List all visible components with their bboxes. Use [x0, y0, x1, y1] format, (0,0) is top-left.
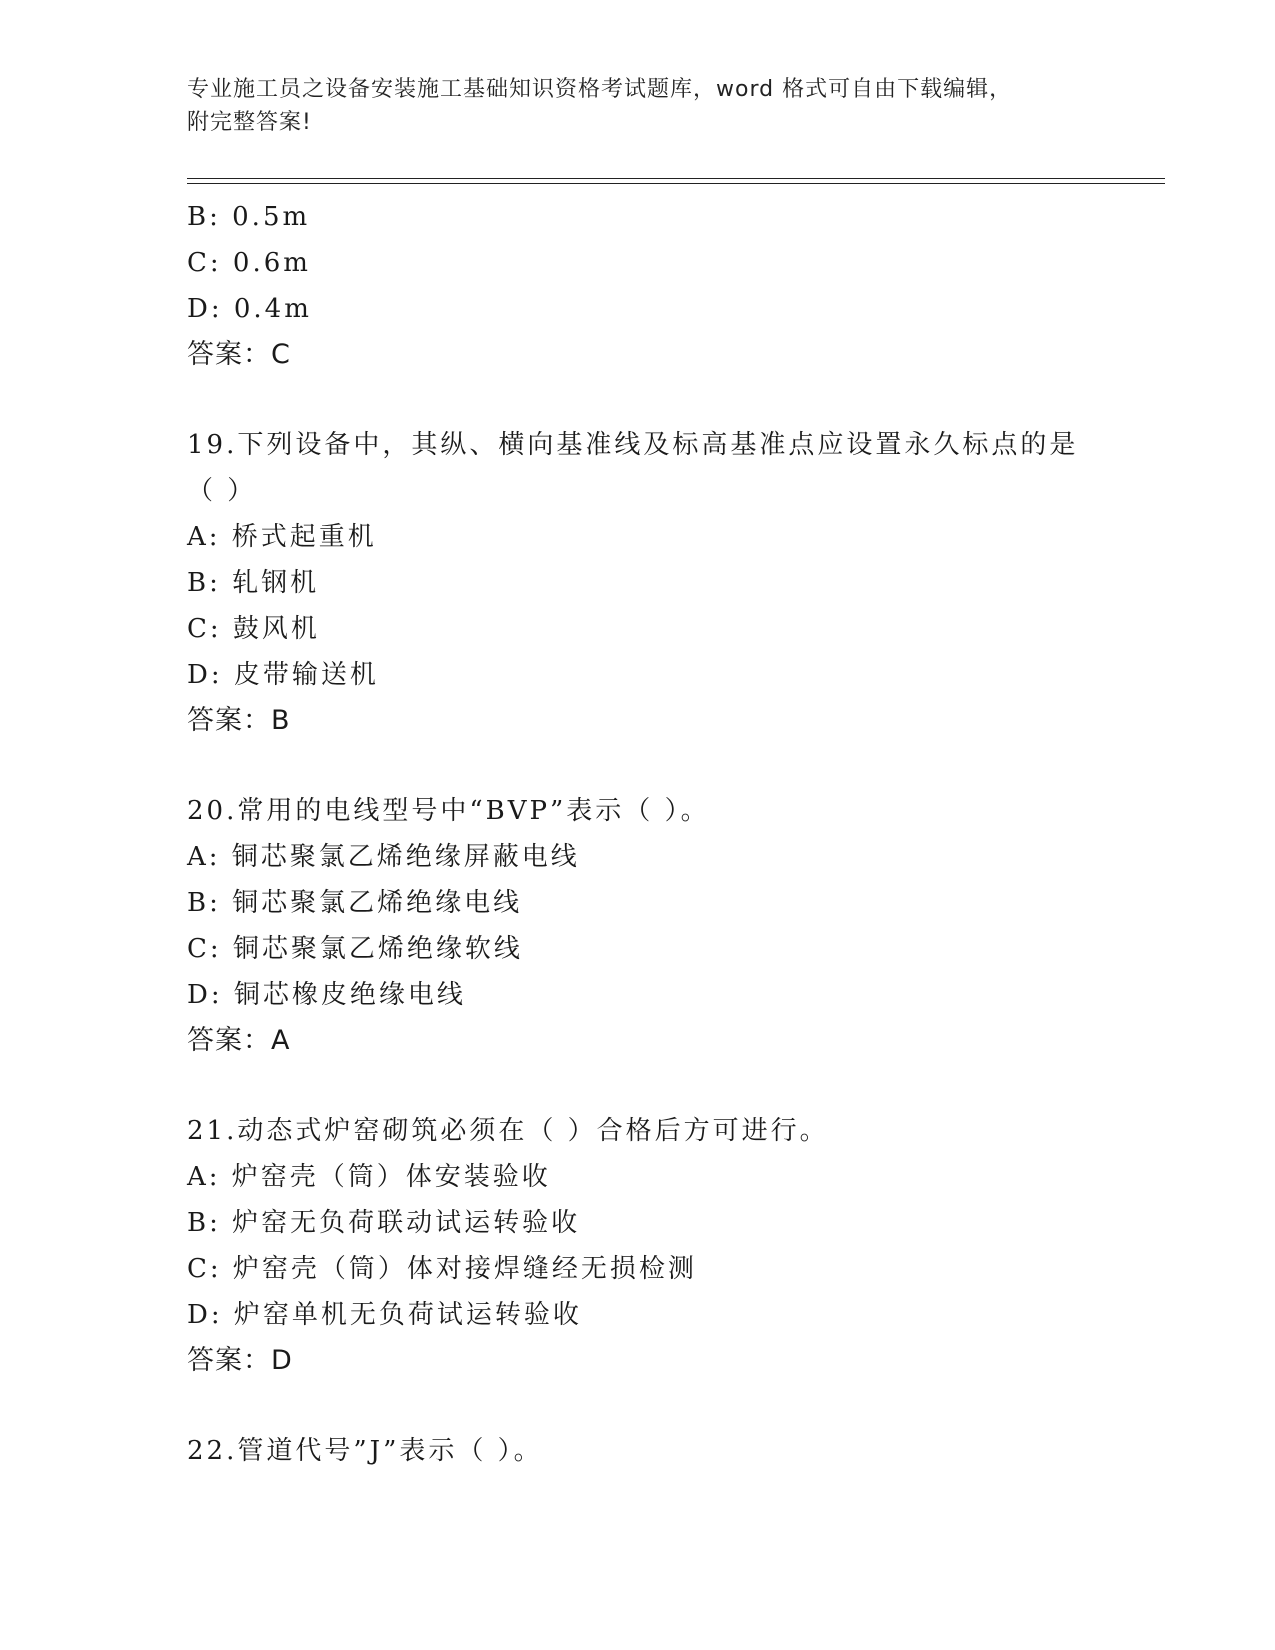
answer-label: 答案：B: [187, 705, 291, 736]
header-line-1: 专业施工员之设备安装施工基础知识资格考试题库，word 格式可自由下载编辑，: [187, 77, 1013, 102]
question-stem: 21.动态式炉窑砌筑必须在（ ）合格后方可进行。: [187, 1116, 829, 1146]
option-b: B: 0.5m: [187, 202, 311, 232]
option-a: A: 铜芯聚氯乙烯绝缘屏蔽电线: [187, 842, 580, 872]
option-a: A: 炉窑壳（筒）体安装验收: [187, 1162, 551, 1192]
option-d: D: 皮带输送机: [187, 660, 379, 690]
question-20: [187, 788, 1147, 1064]
answer-label: 答案：C: [187, 339, 291, 370]
option-b: B: 炉窑无负荷联动试运转验收: [187, 1208, 581, 1238]
header-divider-top: [187, 178, 1165, 179]
option-d: D: 铜芯橡皮绝缘电线: [187, 980, 466, 1010]
question-stem-continued: （ ）: [187, 476, 257, 506]
question-21: [187, 1108, 1147, 1384]
header-line-2: 附完整答案!: [187, 110, 312, 135]
question-list: [187, 194, 1147, 1474]
question-18-partial: [187, 194, 1147, 378]
document-header: [187, 73, 1087, 139]
option-d: D: 0.4m: [187, 294, 312, 324]
option-c: C: 鼓风机: [187, 614, 320, 644]
question-stem: 22.管道代号”J”表示（ ）。: [187, 1436, 543, 1466]
question-19: [187, 422, 1147, 744]
option-b: B: 铜芯聚氯乙烯绝缘电线: [187, 888, 523, 918]
option-c: C: 0.6m: [187, 248, 311, 278]
option-d: D: 炉窑单机无负荷试运转验收: [187, 1300, 582, 1330]
answer-label: 答案：D: [187, 1345, 293, 1376]
option-c: C: 炉窑壳（筒）体对接焊缝经无损检测: [187, 1254, 697, 1284]
option-a: A: 桥式起重机: [187, 522, 377, 552]
option-b: B: 轧钢机: [187, 568, 320, 598]
option-c: C: 铜芯聚氯乙烯绝缘软线: [187, 934, 523, 964]
header-divider-bottom: [187, 183, 1165, 184]
question-stem: 19.下列设备中，其纵、横向基准线及标高基准点应设置永久标点的是: [187, 430, 1079, 460]
question-22: [187, 1428, 1147, 1474]
question-stem: 20.常用的电线型号中“BVP”表示（ ）。: [187, 796, 710, 826]
answer-label: 答案：A: [187, 1025, 291, 1056]
